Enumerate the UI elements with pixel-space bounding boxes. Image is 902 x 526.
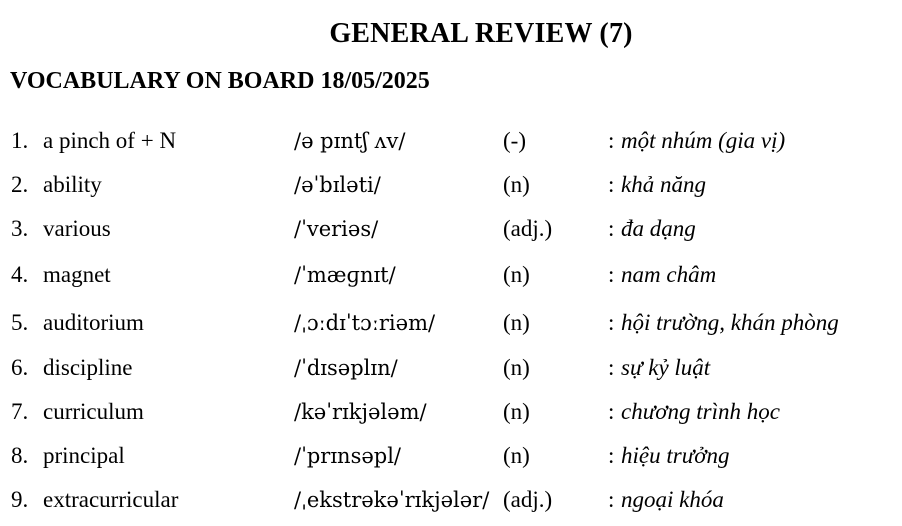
- entry-part-of-speech: (adj.): [503, 487, 553, 512]
- entry-word: magnet: [43, 262, 111, 287]
- vocab-entry: [0, 353, 902, 383]
- entry-colon: :: [608, 355, 615, 380]
- entry-meaning: đa dạng: [621, 216, 696, 241]
- vocab-entry: [0, 214, 902, 244]
- entry-number: 7.: [11, 399, 29, 424]
- entry-meaning: ngoại khóa: [621, 487, 724, 512]
- entry-colon: :: [608, 172, 615, 197]
- entry-number: 4.: [11, 262, 29, 287]
- entry-number: 5.: [11, 310, 29, 335]
- entry-number: 3.: [11, 216, 29, 241]
- entry-word: auditorium: [43, 310, 144, 335]
- entry-pronunciation: /ˈmæɡnɪt/: [294, 263, 396, 287]
- entry-word: curriculum: [43, 399, 144, 424]
- entry-number: 1.: [11, 128, 29, 153]
- entry-colon: :: [608, 216, 615, 241]
- entry-pronunciation: /ˌekstrəkəˈrɪkjələr/: [294, 488, 490, 512]
- vocab-entry: [0, 260, 902, 290]
- entry-meaning: khả năng: [621, 172, 706, 197]
- entry-pronunciation: /əˈbɪləti/: [294, 173, 381, 197]
- vocab-entry: [0, 170, 902, 200]
- vocab-entry: [0, 308, 902, 338]
- vocab-entry: [0, 485, 902, 515]
- entry-pronunciation: /ˈveriəs/: [294, 217, 379, 241]
- entry-meaning: sự kỷ luật: [621, 355, 711, 380]
- entry-pronunciation: /ˌɔːdɪˈtɔːriəm/: [294, 311, 436, 335]
- entry-colon: :: [608, 399, 615, 424]
- entry-word: ability: [43, 172, 102, 197]
- entry-part-of-speech: (n): [503, 355, 530, 380]
- entry-word: discipline: [43, 355, 133, 380]
- entry-number: 9.: [11, 487, 29, 512]
- entry-meaning: hiệu trưởng: [621, 443, 730, 468]
- entry-part-of-speech: (n): [503, 172, 530, 197]
- entry-part-of-speech: (n): [503, 443, 530, 468]
- entry-part-of-speech: (n): [503, 310, 530, 335]
- entry-meaning: hội trường, khán phòng: [621, 310, 839, 335]
- entry-word: extracurricular: [43, 487, 179, 512]
- vocabulary-heading: VOCABULARY ON BOARD 18/05/2025: [10, 68, 430, 94]
- entry-pronunciation: /kəˈrɪkjələm/: [294, 400, 427, 424]
- entry-pronunciation: /ˈdɪsəplɪn/: [294, 356, 398, 380]
- vocab-entry: [0, 397, 902, 427]
- entry-colon: :: [608, 443, 615, 468]
- entry-meaning: một nhúm (gia vị): [621, 128, 786, 153]
- entry-number: 8.: [11, 443, 29, 468]
- entry-pronunciation: /ˈprɪnsəpl/: [294, 444, 402, 468]
- entry-word: principal: [43, 443, 125, 468]
- entry-word: a pinch of + N: [43, 128, 177, 153]
- entry-meaning: nam châm: [621, 262, 717, 287]
- entry-part-of-speech: (n): [503, 262, 530, 287]
- entry-part-of-speech: (-): [503, 128, 526, 153]
- entry-colon: :: [608, 262, 615, 287]
- entry-number: 2.: [11, 172, 29, 197]
- entry-meaning: chương trình học: [621, 399, 780, 424]
- entry-colon: :: [608, 487, 615, 512]
- entry-part-of-speech: (n): [503, 399, 530, 424]
- entry-number: 6.: [11, 355, 29, 380]
- page-title: GENERAL REVIEW (7): [329, 18, 633, 49]
- entry-word: various: [43, 216, 111, 241]
- entry-colon: :: [608, 128, 615, 153]
- entry-colon: :: [608, 310, 615, 335]
- vocab-entry: [0, 126, 902, 156]
- entry-part-of-speech: (adj.): [503, 216, 553, 241]
- entry-pronunciation: /ə pɪntʃ ʌv/: [294, 129, 406, 153]
- vocab-entry: [0, 441, 902, 471]
